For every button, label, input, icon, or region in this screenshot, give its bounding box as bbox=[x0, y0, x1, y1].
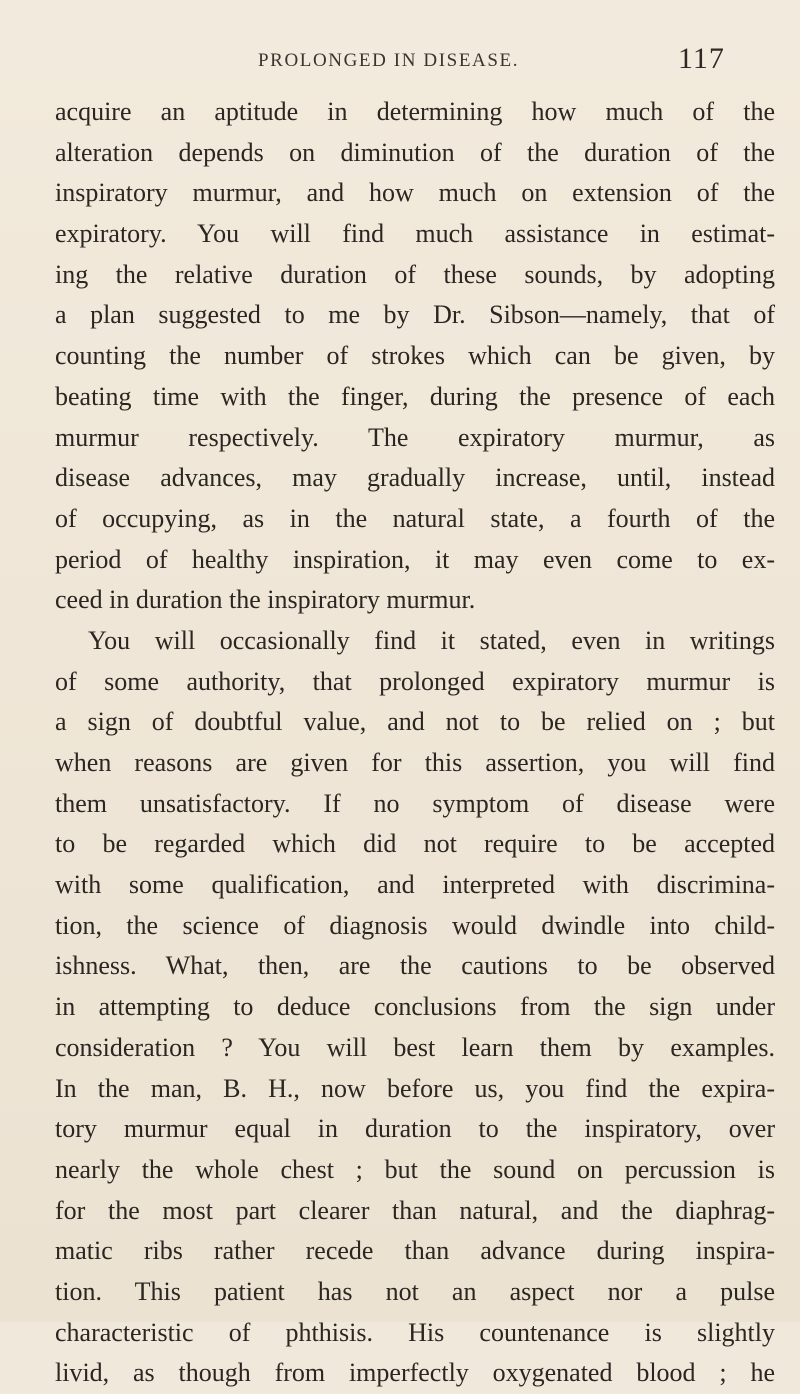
paragraph-end-line: ceed in duration the inspiratory murmur. bbox=[55, 585, 476, 615]
text-line: ing the relative duration of these sounds, by adopting bbox=[55, 259, 775, 289]
text-line: acquire an aptitude in determining how much of the bbox=[55, 97, 775, 126]
text-line: counting the number of strokes which can be given, by bbox=[55, 341, 775, 371]
text-line: matic ribs rather recede than advance during inspira- bbox=[55, 1236, 775, 1266]
text-line: characteristic of phthisis. His countenance is slightly bbox=[55, 1317, 775, 1347]
text-line: tion, the science of diagnosis would dwindle into child- bbox=[55, 910, 775, 940]
text-line: nearly the whole chest ; but the sound on percussion is bbox=[55, 1154, 775, 1184]
text-line: consideration ? You will best learn them by examples. bbox=[55, 1032, 775, 1062]
text-line: when reasons are given for this assertion, you will find bbox=[55, 748, 775, 777]
text-line: livid, as though from imperfectly oxygenated blood ; he bbox=[55, 1358, 775, 1388]
text-line: inspiratory murmur, and how much on extension of the bbox=[55, 178, 775, 208]
text-line: expiratory. You will find much assistance in estimat- bbox=[55, 219, 775, 249]
paragraph-start-line: You will occasionally find it stated, even in writings bbox=[88, 625, 775, 655]
text-line: a plan suggested to me by Dr. Sibson—namely, that of bbox=[55, 300, 775, 330]
text-line: a sign of doubtful value, and not to be relied on ; but bbox=[55, 707, 775, 737]
text-line: to be regarded which did not require to be accepted bbox=[55, 829, 775, 859]
text-line: alteration depends on diminution of the duration of the bbox=[55, 137, 775, 167]
text-line: them unsatisfactory. If no symptom of disease were bbox=[55, 788, 775, 818]
body-text bbox=[55, 92, 775, 1394]
page-number: 117 bbox=[678, 42, 725, 75]
text-line: for the most part clearer than natural, and the diaphrag- bbox=[55, 1195, 775, 1225]
running-title: PROLONGED IN DISEASE. bbox=[258, 50, 520, 71]
text-line: tion. This patient has not an aspect nor a pulse bbox=[55, 1276, 775, 1306]
text-line: period of healthy inspiration, it may even come to ex- bbox=[55, 544, 775, 574]
text-line: beating time with the finger, during the presence of each bbox=[55, 381, 775, 411]
text-line: of occupying, as in the natural state, a fourth of the bbox=[55, 503, 775, 533]
text-line: In the man, B. H., now before us, you find the expira- bbox=[55, 1073, 775, 1103]
text-line: in attempting to deduce conclusions from the sign under bbox=[55, 992, 775, 1022]
text-line: disease advances, may gradually increase, until, instead bbox=[55, 463, 775, 493]
text-line: ishness. What, then, are the cautions to be observed bbox=[55, 951, 775, 981]
text-line: of some authority, that prolonged expiratory murmur is bbox=[55, 666, 775, 696]
running-head bbox=[0, 44, 800, 78]
text-line: murmur respectively. The expiratory murmur, as bbox=[55, 422, 775, 452]
text-line: tory murmur equal in duration to the inspiratory, over bbox=[55, 1114, 775, 1144]
text-line: with some qualification, and interpreted with discrimina- bbox=[55, 870, 775, 900]
